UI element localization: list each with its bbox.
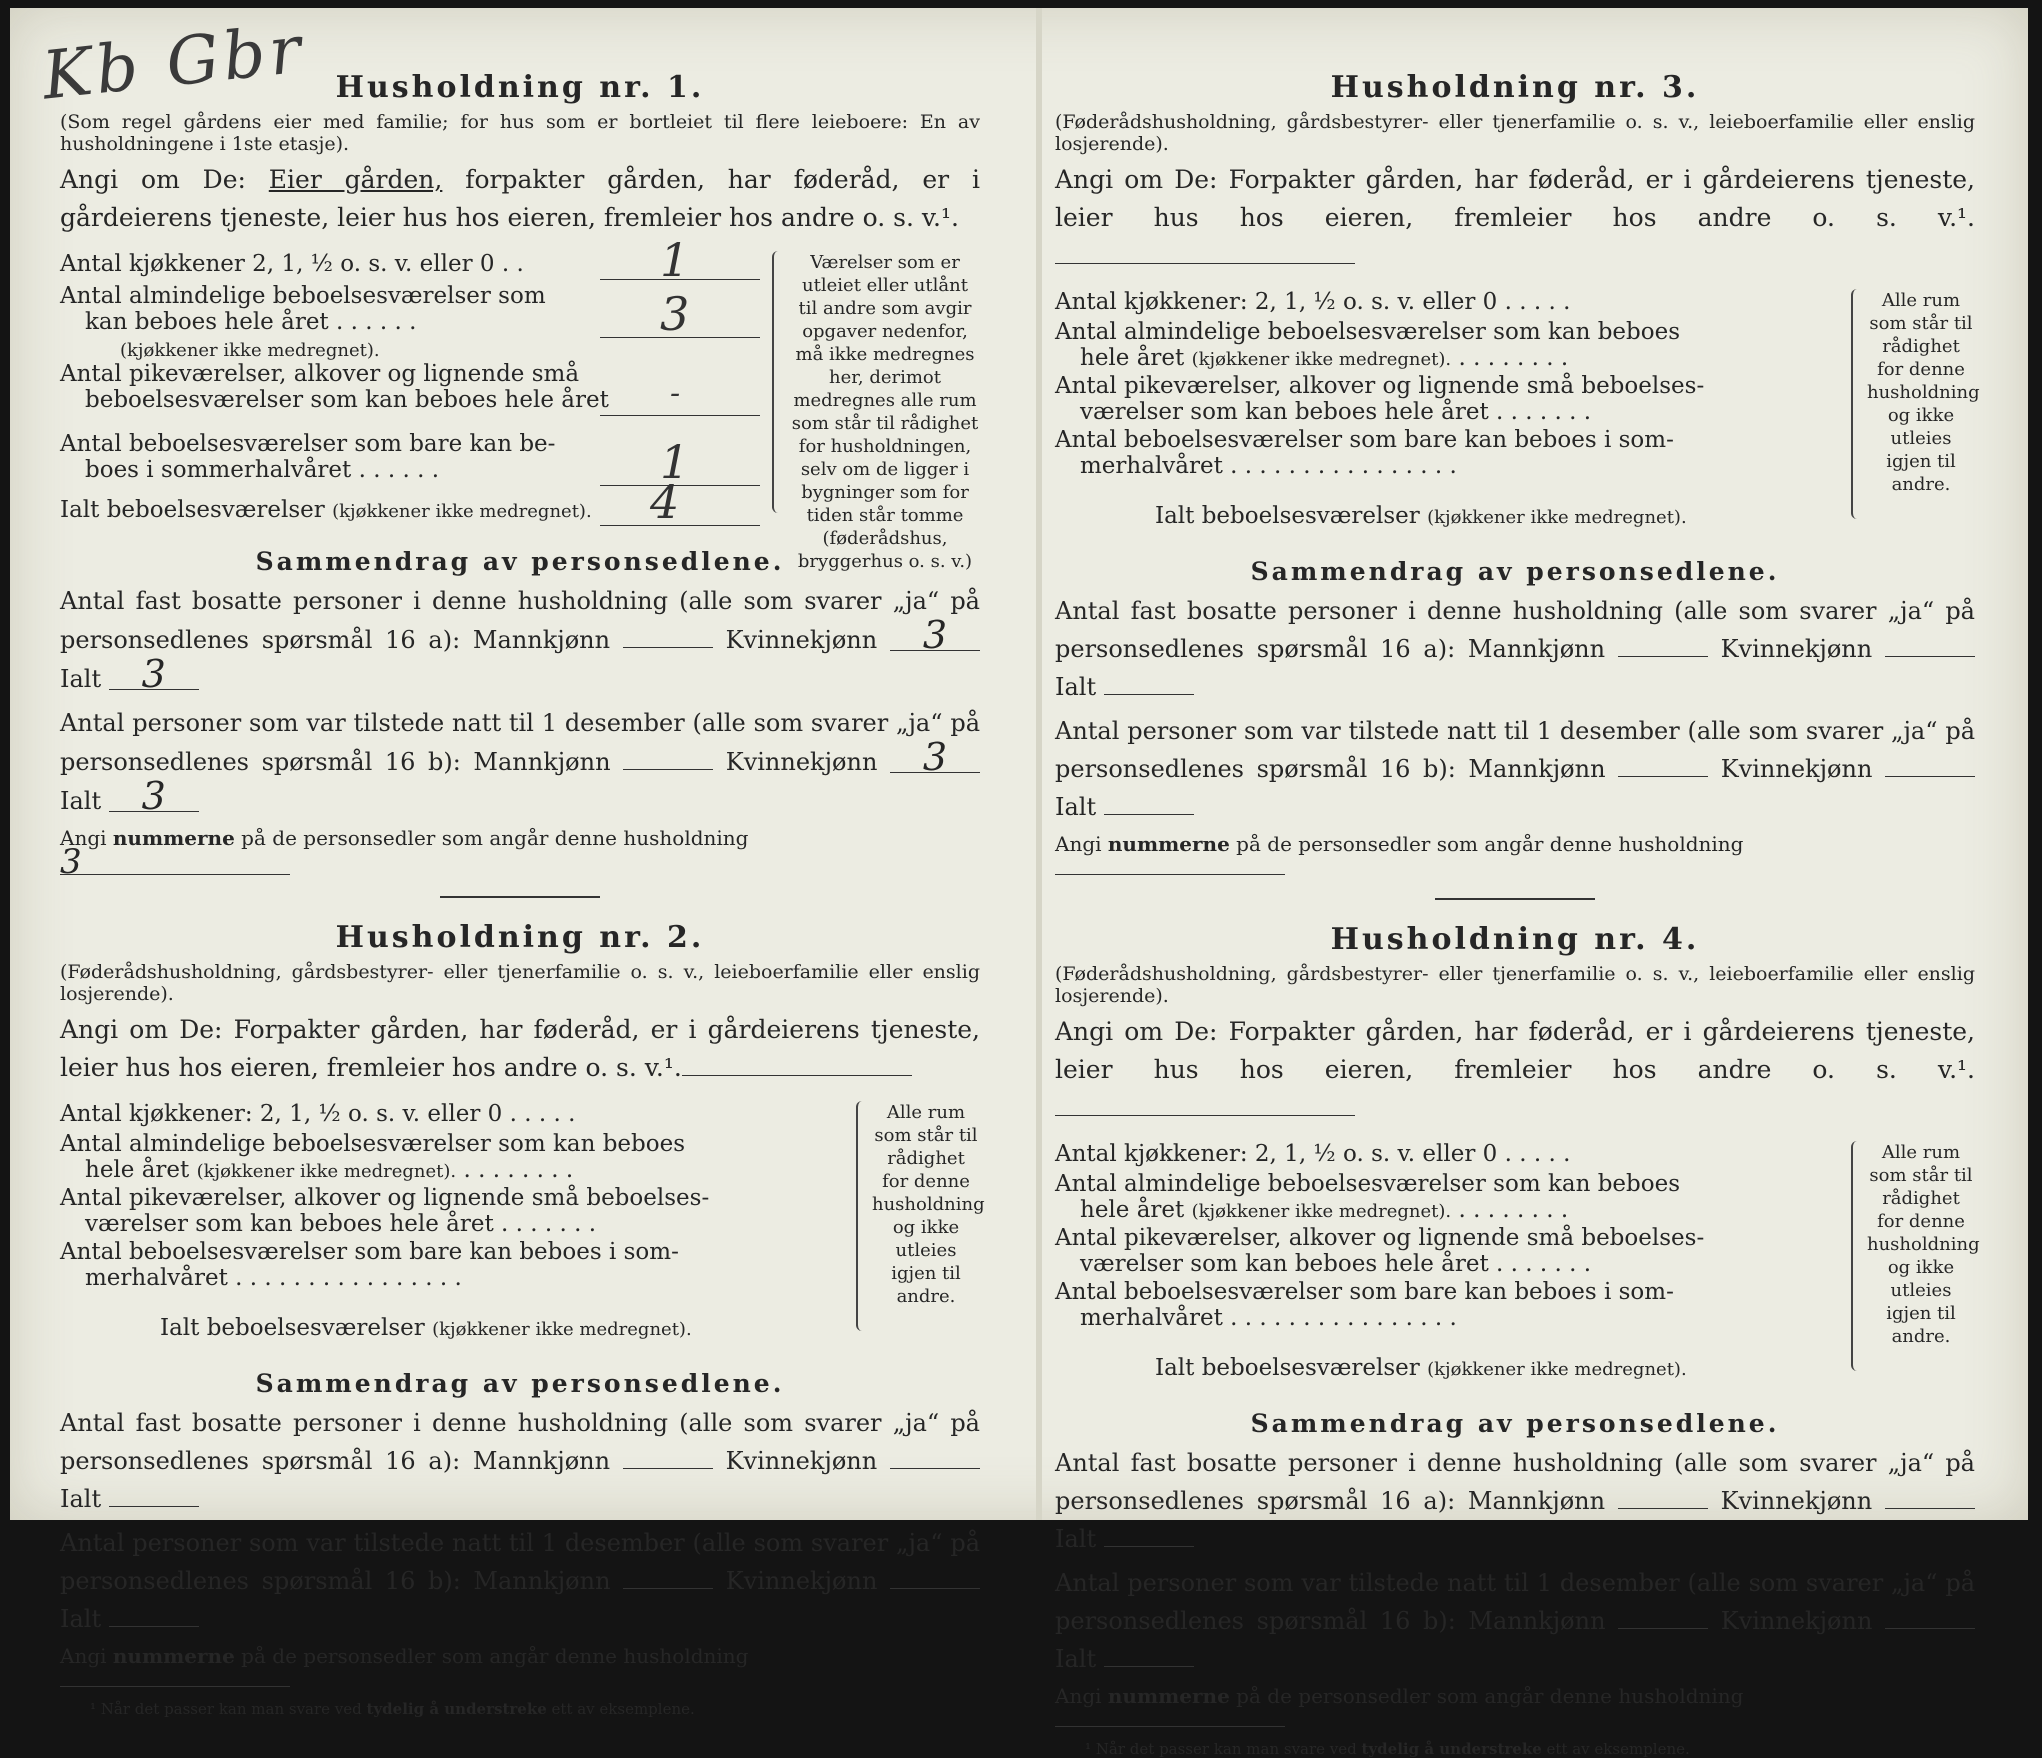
kvinne-label: Kvinnekjønn	[725, 748, 878, 776]
household-3	[1055, 70, 1980, 900]
p1-mann-blank	[1618, 1488, 1708, 1509]
p1-kvinne: 3	[890, 620, 980, 651]
q-small-1: Antal pikeværelser, alkover og lignende små beboelses-	[1055, 373, 1705, 399]
footnote-rest: ett av eksemplene.	[1541, 1740, 1690, 1758]
p2-mann-blank	[1618, 756, 1708, 777]
household-4	[1055, 922, 1980, 1758]
angi-answer-underlined: Eier gården,	[268, 165, 443, 194]
p1-kvinne-blank	[890, 1448, 980, 1469]
h2-side-note: Alle rum som står til rådighet for denne husholdning og ikke utleies igjen til andre.	[872, 1102, 985, 1307]
p2-ialt-blank	[1104, 1646, 1194, 1667]
q-total-label: Ialt beboelsesværelser	[60, 497, 325, 523]
a-kitchens: 1	[660, 233, 690, 287]
p2-ialt: 3	[109, 781, 199, 812]
nr-rest: på de personsedler som angår denne husholdning	[234, 826, 749, 850]
nr-bold: nummerne	[112, 826, 235, 850]
q-total-note: (kjøkkener ikke medregnet).	[332, 501, 592, 522]
p1-text: Antal fast bosatte personer i denne husholdning (alle som svarer „ja“ på personsedlenes spørsmål 16 a): Mannkjønn	[1055, 597, 1975, 663]
h3-numbers	[1055, 832, 1975, 880]
angi-blank	[1055, 243, 1355, 264]
q-ordinary-note: (kjøkkener ikke medregnet).	[1191, 1201, 1452, 1222]
q-summer-2: boes i sommerhalvåret . . . . . .	[85, 457, 440, 483]
kvinne-label: Kvinnekjønn	[1720, 1487, 1873, 1515]
q-ordinary-2	[1055, 345, 1780, 373]
q-small-2: værelser som kan beboes hele året . . . . . . .	[1080, 1251, 1592, 1277]
p2-kvinne-blank	[890, 1568, 980, 1589]
ialt-label: Ialt	[1055, 673, 1097, 701]
h1-side-note: Værelser som er utleiet eller utlånt til andre som avgir opgaver nedenfor, må ikke medregnes her, derimot medregnes alle rum som står til rådighet for husholdningen, selv om de ligger i bygninger som for tiden står tomme (føderådshus, bryggerhus o. s. v.)	[791, 252, 979, 572]
h1-summary-title: Sammendrag av personsedlene.	[255, 547, 785, 576]
kvinne-label: Kvinnekjønn	[1720, 755, 1873, 783]
nr-rest: på de personsedler som angår denne husholdning	[1229, 1684, 1744, 1708]
ialt-label: Ialt	[60, 1605, 102, 1633]
q-small-2: beboelsesværelser som kan beboes hele året	[85, 387, 609, 413]
p1-mann-blank	[623, 627, 713, 648]
ialt-label: Ialt	[60, 787, 102, 815]
q-total	[1055, 503, 1855, 531]
footnote-prefix: ¹ Når det passer kan man svare ved	[1085, 1740, 1362, 1758]
nr-prefix: Angi	[60, 826, 113, 850]
q-summer-1: Antal beboelsesværelser som bare kan beboes i som-	[1055, 1279, 1674, 1305]
q-kitchens: Antal kjøkkener: 2, 1, ½ o. s. v. eller 0 . . . . .	[60, 1101, 576, 1127]
household-3-title: Husholdning nr. 3.	[1330, 70, 1700, 105]
h3-side-note: Alle rum som står til rådighet for denne husholdning og ikke utleies igjen til andre.	[1867, 290, 1980, 495]
q-summer-1: Antal beboelsesværelser som bare kan beboes i som-	[60, 1239, 679, 1265]
footnote-bold: tydelig å understreke	[366, 1700, 547, 1718]
ialt-label: Ialt	[1055, 793, 1097, 821]
q-ordinary-2-text: hele året	[1080, 1197, 1185, 1223]
q-ordinary-2-text: hele året	[1080, 345, 1185, 371]
angi-rest: forpakter gården, har føderåd, er i gårdeierens tjeneste, leier hus hos eieren, fremleier hos andre o. s. v.¹.	[60, 165, 980, 232]
h3-summary-title: Sammendrag av personsedlene.	[1250, 557, 1780, 586]
q-ordinary-dots: . . . . . . . .	[1451, 345, 1569, 371]
nr-value: 3	[60, 850, 290, 875]
nr-bold: nummerne	[1107, 832, 1230, 856]
q-total-label: Ialt beboelsesværelser	[1155, 503, 1420, 529]
q-total-label: Ialt beboelsesværelser	[1155, 1355, 1420, 1381]
q-small-2: værelser som kan beboes hele året . . . . . . .	[85, 1211, 597, 1237]
q-small-1: Antal pikeværelser, alkover og lignende små	[60, 361, 580, 387]
nr-rest: på de personsedler som angår denne husholdning	[1229, 832, 1744, 856]
h4-side-note: Alle rum som står til rådighet for denne husholdning og ikke utleies igjen til andre.	[1867, 1142, 1980, 1347]
nr-bold: nummerne	[112, 1644, 235, 1668]
brace	[1851, 289, 1863, 519]
q-ordinary-note: (kjøkkener ikke medregnet).	[196, 1161, 457, 1182]
footnote-bold: tydelig å understreke	[1361, 1740, 1542, 1758]
brace	[772, 251, 784, 513]
household-3-rooms	[1055, 289, 1980, 557]
p1-mann-blank	[1618, 636, 1708, 657]
footnote-prefix: ¹ Når det passer kan man svare ved	[90, 1700, 367, 1718]
nr-bold: nummerne	[1107, 1684, 1230, 1708]
household-2-note: (Føderådshusholdning, gårdsbestyrer- eller tjenerfamilie o. s. v., leieboerfamilie eller enslig losjerende).	[60, 961, 980, 1005]
household-1	[60, 70, 980, 898]
p2-kvinne-blank	[1885, 1608, 1975, 1629]
ialt-label: Ialt	[60, 1485, 102, 1513]
q-total-note: (kjøkkener ikke medregnet).	[1427, 507, 1687, 528]
answer-line	[600, 523, 760, 526]
kvinne-label: Kvinnekjønn	[725, 626, 878, 654]
q-ordinary-1: Antal almindelige beboelsesværelser som kan beboes	[60, 1131, 686, 1157]
angi-text: Angi om De: Forpakter gården, har føderåd, er i gårdeierens tjeneste, leier hus hos eieren, fremleier hos andre o. s. v.¹.	[1055, 1017, 1975, 1084]
household-2-title: Husholdning nr. 2.	[335, 920, 705, 955]
section-divider	[440, 896, 600, 898]
household-1-note: (Som regel gårdens eier med familie; for hus som er bortleiet til flere leieboere: En av husholdningene i 1ste etasje).	[60, 111, 980, 155]
household-3-angi	[1055, 161, 1975, 275]
p1-mann-blank	[623, 1448, 713, 1469]
q-ordinary-1: Antal almindelige beboelsesværelser som kan beboes	[1055, 319, 1681, 345]
q-ordinary-1: Antal almindelige beboelsesværelser som kan beboes	[1055, 1171, 1681, 1197]
ialt-label: Ialt	[1055, 1525, 1097, 1553]
q-total-label: Ialt beboelsesværelser	[160, 1315, 425, 1341]
q-total-note: (kjøkkener ikke medregnet).	[432, 1319, 692, 1340]
footnote	[1085, 1740, 1975, 1758]
h1-numbers	[60, 826, 980, 882]
p2-text: Antal personer som var tilstede natt til 1 desember (alle som svarer „ja“ på personsedlenes spørsmål 16 b): Mannkjønn	[60, 1529, 980, 1595]
q-ordinary-dots: . . . . . . . .	[1451, 1197, 1569, 1223]
household-1-angi	[60, 161, 980, 237]
page-fold	[1036, 8, 1042, 1520]
a-small: -	[670, 376, 681, 411]
h4-present-count	[1055, 1564, 1975, 1678]
nr-prefix: Angi	[60, 1644, 113, 1668]
q-small-1: Antal pikeværelser, alkover og lignende små beboelses-	[1055, 1225, 1705, 1251]
h4-summary-title: Sammendrag av personsedlene.	[1250, 1409, 1780, 1438]
q-summer-2: merhalvåret . . . . . . . . . . . . . . . .	[1080, 1305, 1457, 1331]
q-ordinary-1: Antal almindelige beboelsesværelser som	[60, 283, 546, 309]
household-4-angi	[1055, 1013, 1975, 1127]
q-ordinary-2	[1055, 1197, 1780, 1225]
p2-text: Antal personer som var tilstede natt til 1 desember (alle som svarer „ja“ på personsedlenes spørsmål 16 b): Mannkjønn	[1055, 717, 1975, 783]
kvinne-label: Kvinnekjønn	[1720, 635, 1873, 663]
h3-present-count	[1055, 712, 1975, 826]
q-kitchens: Antal kjøkkener 2, 1, ½ o. s. v. eller 0 . .	[60, 251, 524, 277]
handwritten-corner-note: Kb Gbr	[38, 10, 309, 115]
p2-mann-blank	[623, 1568, 713, 1589]
q-ordinary-2	[60, 1157, 785, 1185]
q-kitchens: Antal kjøkkener: 2, 1, ½ o. s. v. eller 0 . . . . .	[1055, 289, 1571, 315]
p1-kvinne-blank	[1885, 636, 1975, 657]
a-total: 4	[650, 475, 680, 529]
kvinne-label: Kvinnekjønn	[1720, 1607, 1873, 1635]
household-4-rooms	[1055, 1141, 1980, 1409]
q-kitchens: Antal kjøkkener: 2, 1, ½ o. s. v. eller 0 . . . . .	[1055, 1141, 1571, 1167]
p1-ialt: 3	[109, 659, 199, 690]
h1-resident-count	[60, 582, 980, 698]
p2-kvinne-blank	[1885, 756, 1975, 777]
kvinne-label: Kvinnekjønn	[725, 1447, 878, 1475]
nr-blank	[1055, 860, 1285, 875]
angi-text: Angi om De: Forpakter gården, har føderåd, er i gårdeierens tjeneste, leier hus hos eieren, fremleier hos andre o. s. v.¹.	[60, 1015, 980, 1082]
q-small-2: værelser som kan beboes hele året . . . . . . .	[1080, 399, 1592, 425]
household-2-rooms	[60, 1101, 985, 1369]
ialt-label: Ialt	[60, 665, 102, 693]
brace	[856, 1101, 868, 1331]
p2-mann-blank	[1618, 1608, 1708, 1629]
nr-prefix: Angi	[1055, 832, 1108, 856]
brace	[1851, 1141, 1863, 1371]
right-page	[1055, 70, 1980, 1758]
footnote-rest: ett av eksemplene.	[546, 1700, 695, 1718]
q-ordinary-dots: . . . . . . . .	[456, 1157, 574, 1183]
q-total-note: (kjøkkener ikke medregnet).	[1427, 1359, 1687, 1380]
p1-text: Antal fast bosatte personer i denne husholdning (alle som svarer „ja“ på personsedlenes spørsmål 16 a): Mannkjønn	[1055, 1449, 1975, 1515]
p1-kvinne-blank	[1885, 1488, 1975, 1509]
h4-numbers	[1055, 1684, 1975, 1732]
p2-kvinne: 3	[890, 742, 980, 773]
p1-text: Antal fast bosatte personer i denne husholdning (alle som svarer „ja“ på personsedlenes spørsmål 16 a): Mannkjønn	[60, 1409, 980, 1475]
household-4-note: (Føderådshusholdning, gårdsbestyrer- eller tjenerfamilie o. s. v., leieboerfamilie eller enslig losjerende).	[1055, 963, 1975, 1007]
a-summer: 1	[660, 435, 690, 489]
p1-text: Antal fast bosatte personer i denne husholdning (alle som svarer „ja“ på personsedlenes spørsmål 16 a): Mannkjønn	[60, 587, 980, 654]
nr-rest: på de personsedler som angår denne husholdning	[234, 1644, 749, 1668]
h3-resident-count	[1055, 592, 1975, 706]
p2-text: Antal personer som var tilstede natt til 1 desember (alle som svarer „ja“ på personsedlenes spørsmål 16 b): Mannkjønn	[60, 709, 980, 776]
p2-text: Antal personer som var tilstede natt til 1 desember (alle som svarer „ja“ på personsedlenes spørsmål 16 b): Mannkjønn	[1055, 1569, 1975, 1635]
q-ordinary-2-text: hele året	[85, 1157, 190, 1183]
q-summer-1: Antal beboelsesværelser som bare kan beboes i som-	[1055, 427, 1674, 453]
household-3-note: (Føderådshusholdning, gårdsbestyrer- eller tjenerfamilie o. s. v., leieboerfamilie eller enslig losjerende).	[1055, 111, 1975, 155]
q-summer-2: merhalvåret . . . . . . . . . . . . . . . .	[1080, 453, 1457, 479]
nr-blank	[60, 1672, 290, 1687]
q-total	[1055, 1355, 1855, 1383]
p2-ialt-blank	[109, 1606, 199, 1627]
h2-present-count	[60, 1524, 980, 1638]
h2-numbers	[60, 1644, 980, 1692]
kvinne-label: Kvinnekjønn	[725, 1567, 878, 1595]
h4-resident-count	[1055, 1444, 1975, 1558]
h2-summary-title: Sammendrag av personsedlene.	[255, 1369, 785, 1398]
p1-ialt-blank	[1104, 1526, 1194, 1547]
p1-ialt-blank	[1104, 674, 1194, 695]
p2-mann-blank	[623, 749, 713, 770]
ialt-label: Ialt	[1055, 1645, 1097, 1673]
household-1-title: Husholdning nr. 1.	[335, 70, 705, 105]
h1-present-count	[60, 704, 980, 820]
left-page	[60, 70, 985, 1718]
nr-prefix: Angi	[1055, 1684, 1108, 1708]
q-summer-1: Antal beboelsesværelser som bare kan be-	[60, 431, 556, 457]
household-2-angi	[60, 1011, 980, 1087]
p2-ialt-blank	[1104, 794, 1194, 815]
angi-prefix: Angi om De:	[60, 165, 269, 194]
angi-blank	[682, 1055, 912, 1076]
household-4-title: Husholdning nr. 4.	[1330, 922, 1700, 957]
q-small-1: Antal pikeværelser, alkover og lignende små beboelses-	[60, 1185, 710, 1211]
a-ordinary: 3	[660, 287, 690, 341]
q-ordinary-note: (kjøkkener ikke medregnet).	[120, 340, 380, 361]
household-2	[60, 920, 985, 1718]
q-ordinary-2: kan beboes hele året . . . . . .	[85, 309, 417, 335]
q-summer-2: merhalvåret . . . . . . . . . . . . . . . .	[85, 1265, 462, 1291]
q-total	[60, 1315, 860, 1343]
angi-blank	[1055, 1095, 1355, 1116]
footnote	[90, 1700, 980, 1718]
nr-blank	[1055, 1712, 1285, 1727]
angi-text: Angi om De: Forpakter gården, har føderåd, er i gårdeierens tjeneste, leier hus hos eieren, fremleier hos andre o. s. v.¹.	[1055, 165, 1975, 232]
section-divider	[1435, 898, 1595, 900]
h2-resident-count	[60, 1404, 980, 1518]
p1-ialt-blank	[109, 1486, 199, 1507]
q-ordinary-note: (kjøkkener ikke medregnet).	[1191, 349, 1452, 370]
